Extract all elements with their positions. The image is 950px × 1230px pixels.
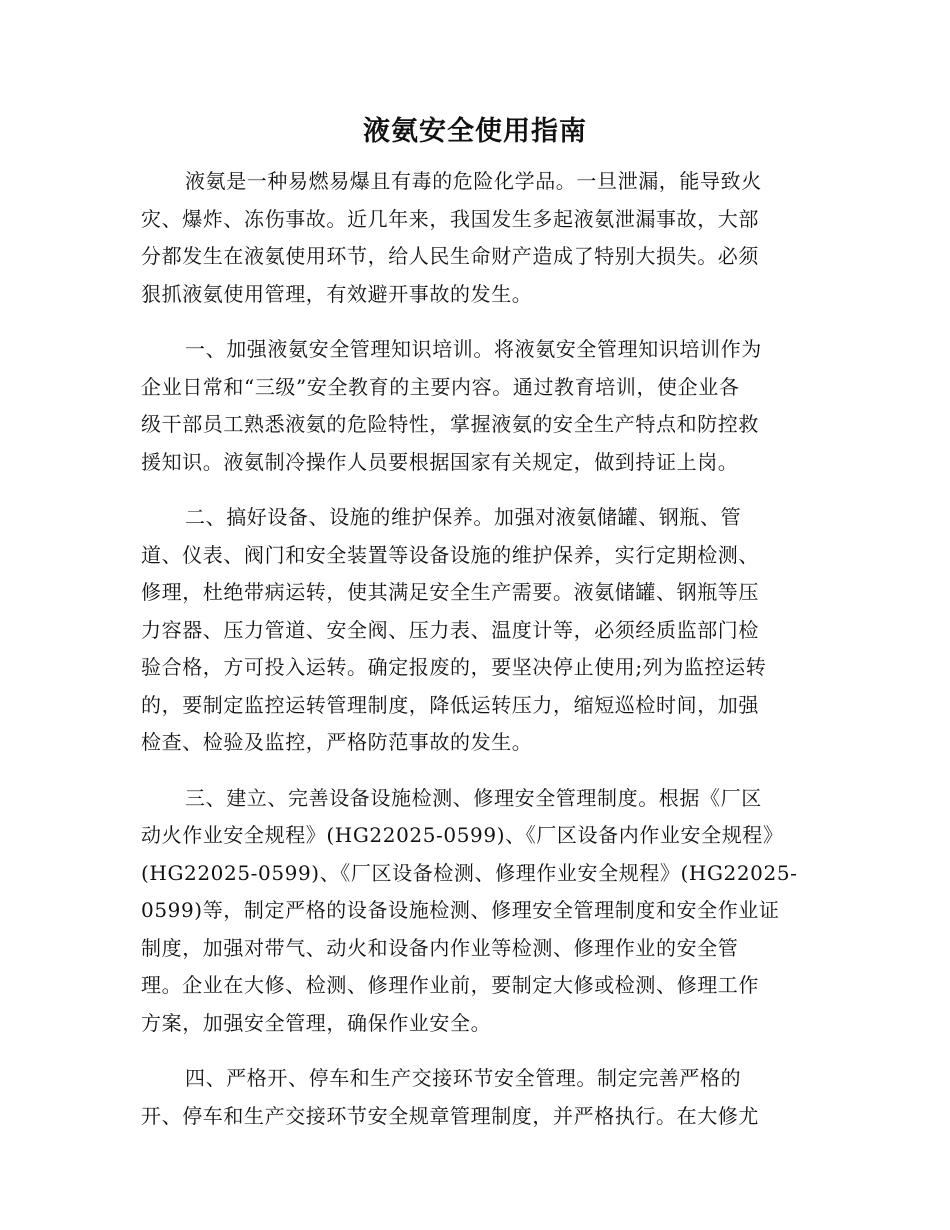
text-line: 力容器、压力管道、安全阀、压力表、温度计等，必须经质监部门检: [141, 617, 759, 642]
text-line: 级干部员工熟悉液氨的危险特性，掌握液氨的安全生产特点和防控救: [141, 412, 759, 436]
text-line: 液氨是一种易燃易爆且有毒的危险化学品。一旦泄漏，能导致火: [185, 169, 762, 193]
text-line: 理。企业在大修、检测、修理作业前，要制定大修或检测、修理工作: [141, 973, 759, 997]
text-line: (HG22025-0599)、《厂区设备检测、修理作业安全规程》(HG22025-: [141, 860, 798, 885]
text-line: 狠抓液氨使用管理，有效避开事故的发生。: [141, 281, 533, 306]
text-line: 一、加强液氨安全管理知识培训。将液氨安全管理知识培训作为: [185, 337, 762, 361]
text-line: 验合格，方可投入运转。确定报废的，要坚决停止使用;列为监控运转: [141, 655, 767, 679]
text-line: 检查、检验及监控，严格防范事故的发生。: [141, 730, 533, 754]
text-line: 分都发生在液氨使用环节，给人民生命财产造成了特别大损失。必须: [141, 244, 759, 268]
text-line: 四、严格开、停车和生产交接环节安全管理。制定完善严格的: [185, 1066, 742, 1090]
document-title: 液氨安全使用指南: [363, 116, 587, 147]
text-line: 的，要制定监控运转管理制度，降低运转压力，缩短巡检时间，加强: [141, 692, 759, 717]
text-line: 0599)等，制定严格的设备设施检测、修理安全管理制度和安全作业证: [141, 898, 780, 922]
paragraph-intro: [141, 163, 805, 313]
text-line: 开、停车和生产交接环节安全规章管理制度，并严格执行。在大修尤: [141, 1103, 759, 1128]
text-line: 制度，加强对带气、动火和设备内作业等检测、修理作业的安全管: [141, 935, 739, 960]
paragraph-training: [141, 331, 805, 481]
text-line: 援知识。液氨制冷操作人员要根据国家有关规定，做到持证上岗。: [141, 449, 739, 474]
text-line: 灾、爆炸、冻伤事故。近几年来，我国发生多起液氨泄漏事故，大部: [141, 206, 759, 231]
text-line: 修理，杜绝带病运转，使其满足安全生产需要。液氨储罐、钢瓶等压: [141, 580, 759, 604]
text-line: 方案，加强安全管理，确保作业安全。: [141, 1010, 492, 1035]
document-body: [141, 163, 805, 1153]
text-line: 道、仪表、阀门和安全装置等设备设施的维护保养，实行定期检测、: [141, 542, 759, 567]
paragraph-startup-shutdown: [141, 1060, 805, 1135]
text-line: 动火作业安全规程》(HG22025-0599)、《厂区设备内作业安全规程》: [141, 823, 784, 847]
paragraph-maintenance: [141, 499, 805, 762]
paragraph-inspection-rules: [141, 780, 805, 1043]
text-line: 企业日常和“三级”安全教育的主要内容。通过教育培训，使企业各: [141, 374, 740, 399]
text-line: 三、建立、完善设备设施检测、修理安全管理制度。根据《厂区: [185, 785, 762, 810]
text-line: 二、搞好设备、设施的维护保养。加强对液氨储罐、钢瓶、管: [185, 505, 742, 529]
